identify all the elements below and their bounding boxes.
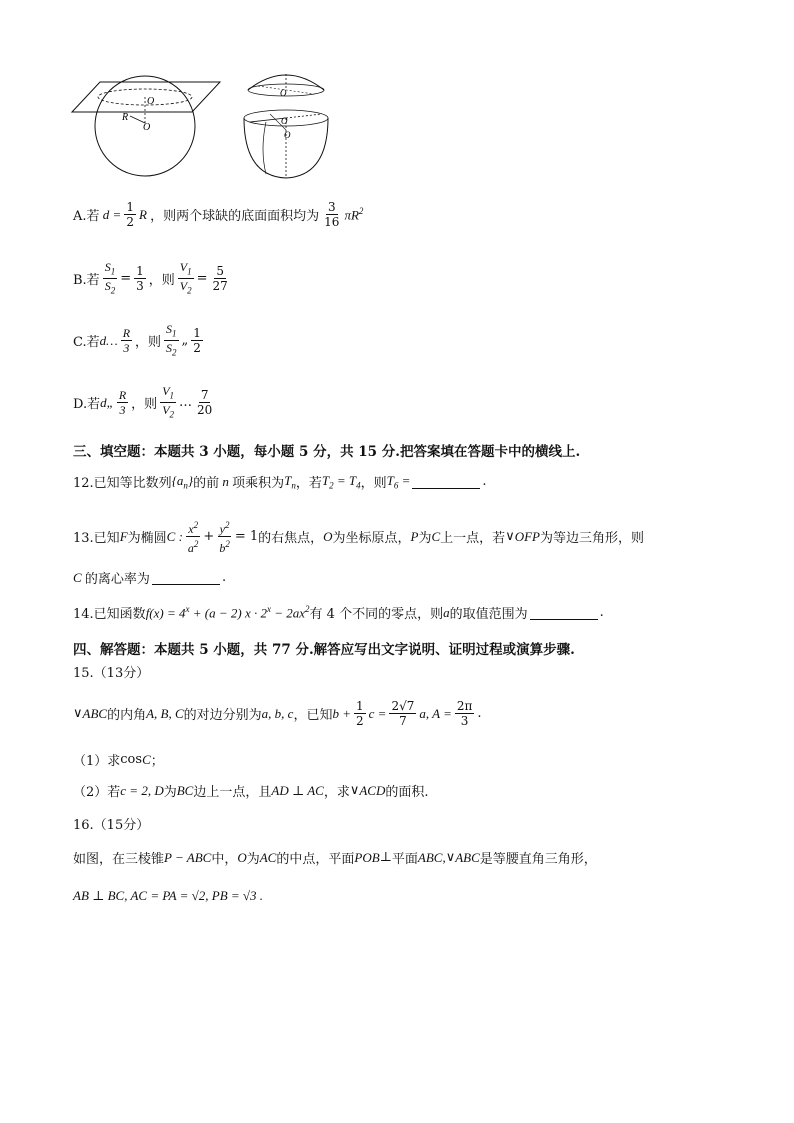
answer-blank-12[interactable] bbox=[412, 474, 480, 489]
svg-text:O: O bbox=[281, 116, 288, 126]
svg-text:O: O bbox=[284, 130, 291, 140]
sphere-plane-figure bbox=[70, 68, 250, 186]
question-13: 13.已知 F 为椭圆 C : $x^2$ $a^2$ + $\frac{y^2}{b^2}$ = 1 的右焦点， O 为坐标原点， P 为 C 上一点，若 ∨ OFP 为等边三角形，则 bbox=[73, 520, 644, 555]
answer-blank-14[interactable] bbox=[530, 605, 598, 620]
question-12: 12.已知等比数列 $\{a_n\}$ 的前 n 项乘积为 $T_n$ ，若 $T_2 = T_4$ ，则 $T_6$ = . bbox=[73, 472, 487, 491]
svg-text:R: R bbox=[122, 112, 129, 123]
sphere-segments-figure bbox=[236, 66, 336, 186]
answer-blank-13[interactable] bbox=[152, 570, 220, 585]
option-b[interactable]: B.若 $\frac{S_1}{S_2}$ = $\frac{1}{3}$ ，则 $\frac{V_1}{V_2}$ = $\frac{5}{27}$ bbox=[73, 260, 228, 296]
question-14: 14.已知函数 $f(x) = 4^x + (a - 2) x \cdot 2^x - 2ax^2$ 有 4 个不同的零点，则 a 的取值范围为 . bbox=[73, 603, 604, 622]
option-a[interactable]: A.若 d = $\frac{1}{2}$ R ，则两个球缺的底面面积均为 3 16 $\pi R^2$ bbox=[73, 200, 364, 229]
svg-text:O: O bbox=[147, 96, 155, 107]
svg-text:O: O bbox=[143, 122, 151, 133]
question-16-conditions: AB ⊥ BC, AC = PA = √2, PB = √3 . bbox=[73, 888, 264, 903]
section-4-title: 四、解答题：本题共 5 小题，共 77 分.解答应写出文字说明、证明过程或演算步骤. bbox=[73, 642, 575, 658]
question-15-part1: （1）求 cos C ； bbox=[73, 751, 164, 769]
option-d[interactable]: D.若 d„ R 3 ，则 $V_1$ $V_2$ … 7 20 bbox=[73, 384, 213, 420]
question-15-header: 15.（13分） bbox=[73, 666, 150, 681]
option-c[interactable]: C.若 d… R 3 ，则 $S_1$ $S_2$ „ 1 2 bbox=[73, 322, 201, 358]
question-13-line2: C 的离心率为 . bbox=[73, 569, 227, 587]
question-16-header: 16.（15分） bbox=[73, 818, 150, 833]
section-3-title: 三、填空题：本题共 3 小题，每小题 5 分，共 15 分.把答案填在答题卡中的横线上. bbox=[73, 444, 581, 460]
question-15-part2: （2）若 c = 2, D 为 BC 边上一点，且 AD ⊥ AC ，求 ∨ ACD 的面积. bbox=[73, 782, 429, 800]
svg-text:O: O bbox=[280, 88, 287, 98]
question-15-stem: ∨ ABC 的内角 A, B, C 的对边分别为 a, b, c ，已知 b + $\frac{1}{2}$ c = $\frac{2√7}{7}$ a, A = $\frac{2\pi}{3}$ . bbox=[73, 699, 482, 728]
question-16-stem: 如图，在三棱锥 P − ABC 中， O 为 AC 的中点，平面 POB ⊥ 平面 ABC, ∨ ABC 是等腰直角三角形， bbox=[73, 849, 597, 867]
